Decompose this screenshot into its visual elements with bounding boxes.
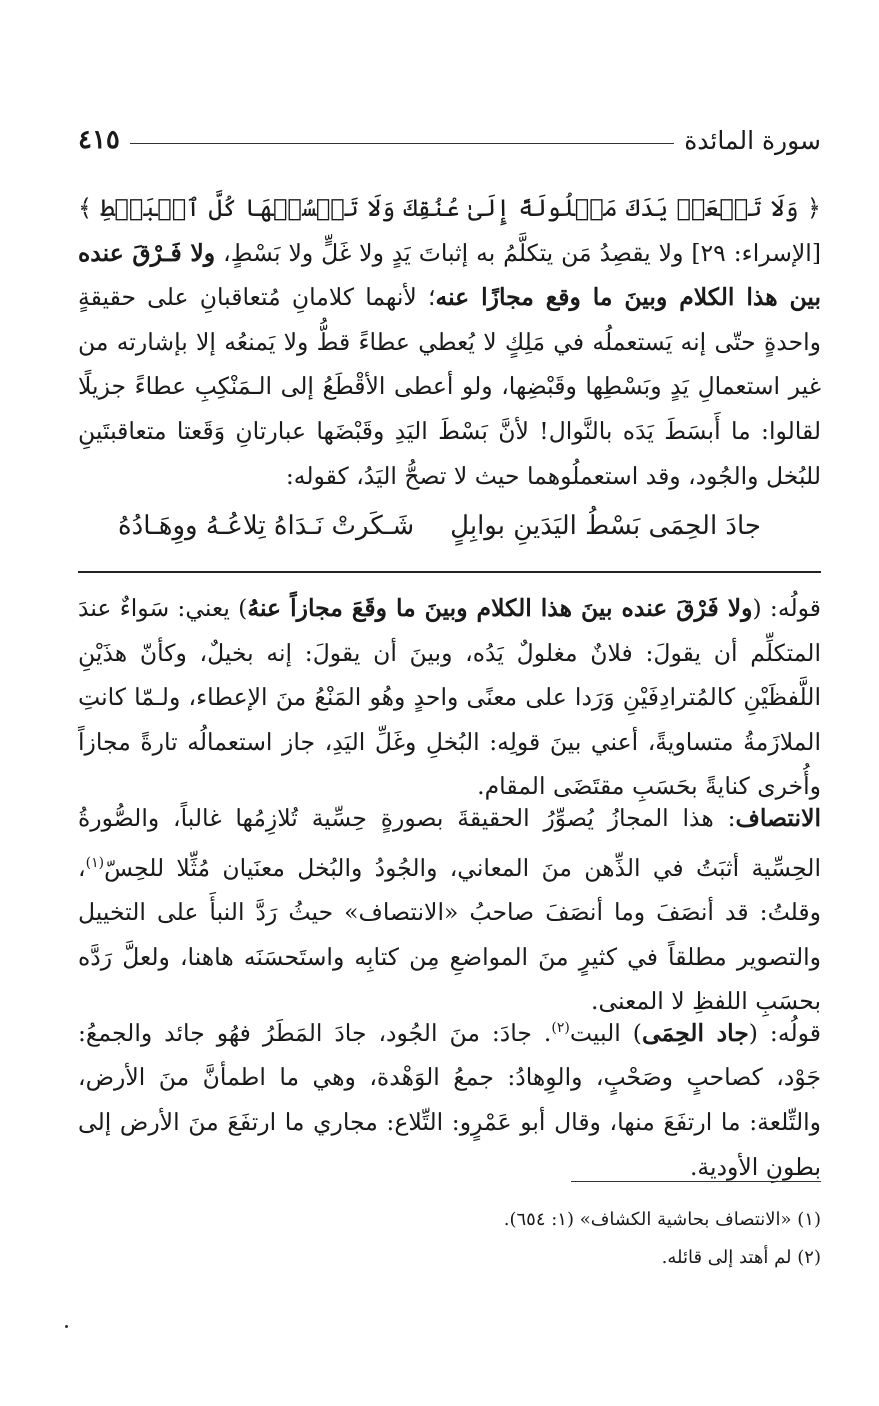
commentary-paragraph-2 (78, 796, 821, 1024)
commentary-text: ) البيت (569, 1018, 642, 1047)
footnote-1: (١) «الانتصاف بحاشية الكشاف» (١: ٦٥٤). (503, 1209, 821, 1230)
verse-second-hemistich: شَـكَرتْ نَـدَاهُ تِلاعُـهُ ووِهَـادُهُ (118, 511, 415, 541)
book-page (78, 0, 821, 1406)
footnote-2: (٢) لم أهتد إلى قائله. (661, 1247, 821, 1268)
commentary-text-cont: . جادَ: منَ الجُود، جادَ المَطَرُ فهُو جائد والجمعُ: جَوْد، كصاحبٍ وصَحْبٍ، والوِهادُ: جمعُ الوَهْدة، وهي ما اطمأنَّ منَ الأرض، والتِّلعة: ما ارتفَعَ منها، وقال أبو عَمْرٍو: التِّلاع: مجاري ما ارتفَعَ منَ الأرض إلى بطونِ الأودية. (78, 1018, 821, 1181)
page-header (78, 118, 821, 162)
commentary-text: : هذا المجازُ يُصوِّرُ الحقيقةَ بصورةٍ حِسِّية تُلازِمُها غالباً، والصُّورةُ الحِسِّية أثبَتُ في الذِّهن منَ المعاني، والجُودُ والبُخل معنَيان مُثِّلا للحِسّ (78, 804, 821, 882)
commentary-quote: ولا فَرْقَ عنده بينَ هذا الكلام وبينَ ما وقَعَ مجازاً عنهُ (247, 594, 753, 622)
header-rule (130, 143, 674, 144)
commentary-paragraph-3 (78, 1006, 821, 1189)
commentary-paragraph-1 (78, 586, 821, 809)
surah-title: سورة المائدة (684, 125, 821, 155)
commentary-heading: الانتصاف (735, 804, 821, 832)
page-number: ٤١٥ (78, 125, 120, 155)
poetry-verse (118, 501, 761, 551)
quran-reference: [الإسراء: ٢٩] ولا يقصِدُ مَن يتكلَّمُ به إثباتَ يَدٍ ولا غَلٍّ ولا بَسْطٍ، (215, 238, 821, 267)
commentary-quote: جاد الحِمَى (641, 1018, 749, 1047)
footnote-rule (571, 1181, 821, 1182)
footnote-ref-1: (١) (85, 854, 105, 871)
key-phrase: ولا فَـرْقَ عنده بين هذا الكلام وبينَ ما وقع مجازًا عنه (78, 238, 822, 312)
page-speck (65, 1325, 68, 1328)
verse-first-hemistich: جادَ الحِمَى بَسْطُ اليَدَينِ بوابِلٍ (450, 511, 761, 541)
commentary-text-cont: ، وقلتُ: قد أنصَفَ وما أنصَفَ صاحبُ «الانتصاف» حيثُ رَدَّ النبأَ على التخييل والتصوير مطلقاً في كثيرٍ منَ المواضعِ مِن كتابِه واستَحسَنَه هاهنا، ولعلَّ رَدَّه بحسَبِ اللفظِ لا المعنى. (78, 853, 822, 1016)
main-text-paragraph (78, 186, 821, 498)
footnote-ref-2: (٢) (551, 1020, 570, 1036)
commentary-lead: قولُه: ( (752, 594, 821, 622)
section-separator (78, 571, 821, 573)
commentary-text: ) يعني: سَواءٌ عندَ المتكلِّم أن يقولَ: فلانٌ مغلولٌ يَدُه، وبينَ أن يقولَ: إنه بخيلٌ، وكأنّ هذَيْنِ اللَّفظَيْنِ كالمُترادِفَيْنِ وَرَدا على معنًى واحدٍ وهُو المَنْعُ منَ الإعطاء، ولـمّا كانتِ الملازَمةُ متساويةً، أعني بينَ قولِه: البُخلِ وغَلِّ اليَدِ، جاز استعمالُه تارةً مجازاً وأُخرى كنايةً بحَسَبِ مقتَضَى المقام. (78, 594, 821, 801)
main-text-rest: ؛ لأنهما كلامانِ مُتعاقبانِ على حقيقةٍ واحدةٍ حتّى إنه يَستعملُه في مَلِكٍ لا يُعطي عطاءً قطُّ ولا يَمنعُه إلا بإشارته من غير استعمالِ يَدٍ وبَسْطِها وقَبْضِها، ولو أعطى الأقْطَعُ إلى الـمَنْكِبِ عطاءً جزيلًا لقالوا: ما أَبسَطَ يَدَه بالنَّوال! لأنَّ بَسْطَ اليَدِ وقَبْضَها عبارتانِ وَقَعتا متعاقبتَينِ للبُخل والجُود، وقد استعملُوهما حيث لا تصحُّ اليَدُ، كقوله: (78, 283, 821, 490)
quran-verse: ﴿ وَلَا تَجۡعَلۡ يَدَكَ مَغۡلُولَةً إِلَىٰ عُنُقِكَ وَلَا تَبۡسُطۡهَا كُلَّ ٱلۡبَسۡطِ ﴾ (78, 194, 821, 222)
commentary-lead: قولُه: ( (748, 1018, 821, 1047)
